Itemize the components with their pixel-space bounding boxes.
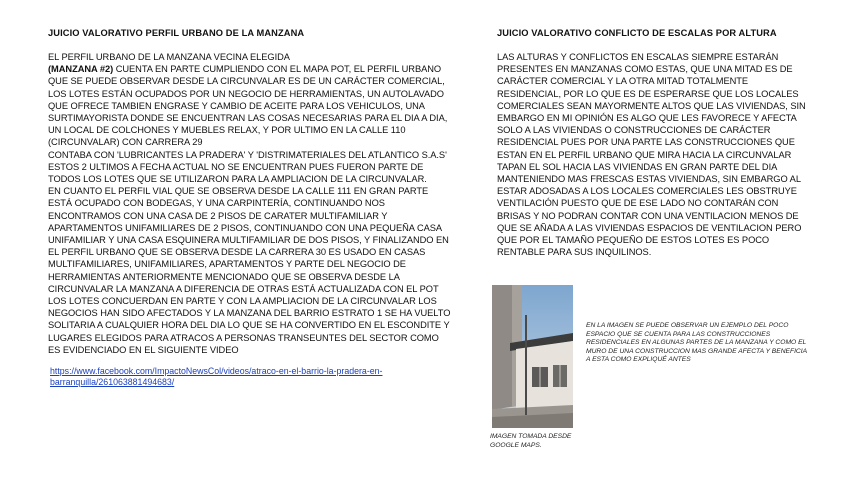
image-source-caption: IMAGEN TOMADA DESDE GOOGLE MAPS.: [490, 433, 572, 449]
left-body-text: [48, 51, 453, 356]
image-caption: EN LA IMAGEN SE PUEDE OBSERVAR UN EJEMPLO DEL POCO ESPACIO QUE SE CUENTA PARA LAS CONSTRUCCIONES RESIDENCIALES EN ALGUNAS PARTES DE LA MANZANA Y COMO EL MURO DE UNA CONSTRUCCION MAS GRANDE AFECTA Y BENEFICIA A ESTA COMO EXPLIQUÉ ANTES: [586, 322, 807, 364]
right-column: [497, 28, 807, 258]
street-photo: [492, 285, 573, 428]
left-paragraph-3: EN CUANTO EL PERFIL VIAL QUE SE OBSERVA DESDE LA CALLE 111 EN GRAN PARTE ESTÁ OCUPADO CON BODEGAS, Y UNA CARPINTERÍA, CONTINUANDO NOS ENCONTRAMOS CON UNA CASA DE 2 PISOS DE CARATER MULTIFAMILIAR Y APARTAMENTOS UNIFAMILIARES DE 2 PISOS, CONTINUANDO CON UNA PEQUEÑA CASA UNIFAMILIAR Y UNA CASA ESQUINERA MULTIFAMILIAR DE DOS PISOS, Y FINALIZANDO EN EL PERFIL URBANO QUE SE OBSERVA DESDE LA CARRERA 30 ES USADO EN CASAS MULTIFAMILIARES, UNIFAMILIARES, APARTAMENTOS Y PARTE DEL NEGOCIO DE HERRAMIENTAS ANTERIORMENTE MENCIONADO QUE SE OBSERVA DESDE LA CIRCUNVALAR LA MANZANA A DIFERENCIA DE OTRAS ESTÁ ACTUALIZADA CON EL POT LOS LOTES CONCUERDAN EN PARTE Y CON LA AMPLIACION DE LA CIRCUNVALAR LOS NEGOCIOS HAN SIDO AFECTADOS Y LA MANZANA DEL BARRIO ESTRATO 1 SE HA VUELTO SOLITARIA A CUALQUIER HORA DEL DIA LO QUE SE HA CONVERTIDO EN EL ESCONDITE Y LUGARES ELEGIDOS PARA ATRACOS A PERSONAS TRANSEUNTES DEL SECTOR COMO ES EVIDENCIADO EN EL SIGUIENTE VIDEO: [48, 186, 451, 355]
left-section-title: JUICIO VALORATIVO PERFIL URBANO DE LA MANZANA: [48, 28, 305, 38]
left-intro: EL PERFIL URBANO DE LA MANZANA VECINA ELEGIDA: [48, 52, 290, 62]
left-paragraph-2: CONTABA CON 'LUBRICANTES LA PRADERA' Y 'DISTRIMATERIALES DEL ATLANTICO S.A.S' ESTOS 2 ULTIMOS A FECHA ACTUAL NO SE ENCUENTRAN PUES FUERON PARTE DE TODOS LOS LOTES QUE SE UTILIZARON PARA LA AMPLIACION DE LA CIRCUNVALAR.: [48, 149, 447, 185]
right-section-title: JUICIO VALORATIVO CONFLICTO DE ESCALAS POR ALTURA: [497, 28, 777, 38]
manzana-label: (MANZANA #2): [48, 64, 114, 75]
right-body-text: LAS ALTURAS Y CONFLICTOS EN ESCALAS SIEMPRE ESTARÁN PRESENTES EN MANZANAS COMO ESTAS, QUE UNA MITAD ES DE CARÁCTER COMERCIAL Y LA OTRA MITAD TOTALMENTE RESIDENCIAL, POR LO QUE ES DE ESPERARSE QUE LOS LOCALES COMERCIALES SEAN MAYORMENTE ALTOS QUE LAS VIVIENDAS, SIN EMBARGO EN MI OPINIÓN ES ALGO QUE LES FAVORECE Y AFECTA SOLO A LAS VIVIENDAS O CONSTRUCCIONES DE CARÁCTER RESIDENCIAL PUES POR UNA PARTE LAS CONSTRUCCIONES QUE ESTAN EN EL PERFIL URBANO QUE MIRA HACIA LA CIRCUNVALAR TAPAN EL SOL HACIA LAS VIVIENDAS EN GRAN PARTE DEL DIA MANTENIENDO MAS FRESCAS ESTAS VIVIENDAS, SIN EMBARGO AL ESTAR ADOSADAS A LOS LOCALES COMERCIALES LES OBSTRUYE VENTILACIÓN PUESTO QUE DE ESE LADO NO CONTARÁN CON BRISAS Y NO PODRAN CONTAR CON UNA VENTILACION MENOS DE QUE SE AÑADA A LAS VIVIENDAS ESPACIOS DE VENTILACION PERO QUE POR EL TAMAÑO PEQUEÑO DE ESTOS LOTES ES POCO RENTABLE PARA SUS INQUILINOS.: [497, 52, 806, 258]
video-link[interactable]: https://www.facebook.com/ImpactoNewsCol/videos/atraco-en-el-barrio-la-pradera-en-barranquilla/261063881494683/: [50, 366, 383, 388]
left-paragraph-1: CUENTA EN PARTE CUMPLIENDO CON EL MAPA POT, EL PERFIL URBANO QUE SE PUEDE OBSERVAR DESDE LA CIRCUNVALAR ES DE UN CARÁCTER COMERCIAL, LOS LOTES ESTÁN OCUPADOS POR UN NEGOCIO DE HERRAMIENTAS, UN AUTOLAVADO QUE OFRECE TAMBIEN ENGRASE Y CAMBIO DE ACEITE PARA LOS VEHICULOS, UNA SURTIMAYORISTA DONDE SE ENCUENTRAN LAS COSAS NECESARIAS PARA EL DIA A DIA, UN LOCAL DE COLCHONES Y MUEBLES RELAX, Y POR ULTIMO EN LA CALLE 110 (CIRCUNVALAR) CON CARRERA 29: [48, 64, 448, 148]
left-column: [48, 28, 453, 388]
